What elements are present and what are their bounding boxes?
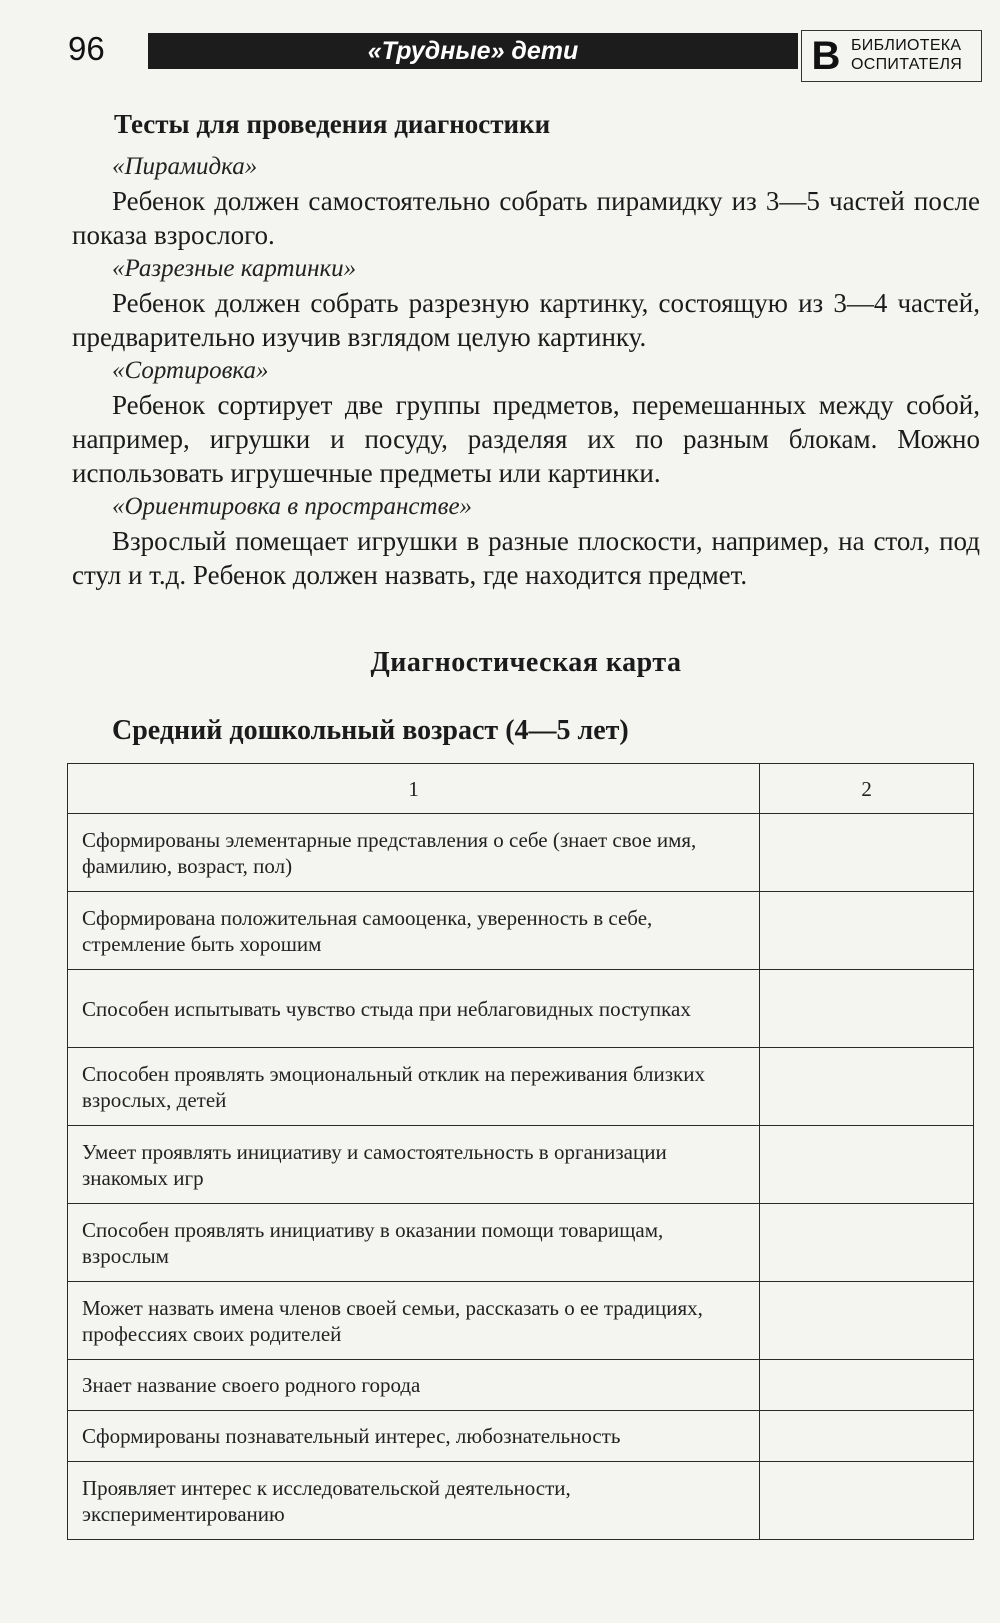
test-description: Ребенок должен собрать разрезную картинку, состоящую из 3—4 частей, предварительно изучив взглядом целую картинку. [72,288,980,352]
criterion-cell: Умеет проявлять инициативу и самостоятельность в организации знакомых игр [68,1126,760,1204]
table-row [68,814,974,892]
criterion-cell: Сформирована положительная самооценка, уверенность в себе, стремление быть хорошим [68,892,760,970]
page-header [0,0,1000,90]
table-header-row [68,764,974,814]
table-row [68,970,974,1048]
score-cell[interactable] [760,1360,974,1411]
page-content [72,98,980,750]
score-cell[interactable] [760,970,974,1048]
test-description: Ребенок сортирует две группы предметов, перемешанных между собой, например, игрушки и посуду, разделяя их по разным блокам. Можно использовать игрушечные предметы или картинки. [72,390,980,488]
criterion-cell: Способен проявлять инициативу в оказании помощи товарищам, взрослым [68,1204,760,1282]
table-row [68,1360,974,1411]
test-description: Ребенок должен самостоятельно собрать пирамидку из 3—5 частей после показа взрослого. [72,186,980,250]
score-cell[interactable] [760,892,974,970]
table-row [68,1462,974,1540]
table-row [68,892,974,970]
test-title: «Сортировка» [112,357,269,384]
table-row [68,1282,974,1360]
score-cell[interactable] [760,1462,974,1540]
section-title: Тесты для проведения диагностики [114,109,551,139]
table-row [68,1048,974,1126]
test-title: «Пирамидка» [112,153,258,180]
logo-text [851,36,962,74]
score-cell[interactable] [760,814,974,892]
age-group-title: Средний дошкольный возраст (4—5 лет) [112,715,629,746]
criterion-cell: Может назвать имена членов своей семьи, рассказать о ее традициях, профессиях своих родителей [68,1282,760,1360]
logo-line-1: БИБЛИОТЕКА [851,37,962,54]
criterion-cell: Знает название своего родного города [68,1360,760,1411]
score-cell[interactable] [760,1282,974,1360]
score-cell[interactable] [760,1411,974,1462]
test-title: «Ориентировка в пространстве» [112,493,473,520]
diagnostic-table [67,763,974,1540]
table-header-cell: 1 [68,764,760,814]
table-header-cell: 2 [760,764,974,814]
score-cell[interactable] [760,1204,974,1282]
criterion-cell: Способен испытывать чувство стыда при неблаговидных поступках [68,970,760,1048]
score-cell[interactable] [760,1048,974,1126]
criterion-cell: Способен проявлять эмоциональный отклик на переживания близких взрослых, детей [68,1048,760,1126]
table-row [68,1411,974,1462]
series-logo [801,30,982,82]
score-cell[interactable] [760,1126,974,1204]
test-title: «Разрезные картинки» [112,255,357,282]
criterion-cell: Проявляет интерес к исследовательской деятельности, экспериментированию [68,1462,760,1540]
running-title: «Трудные» дети [367,37,579,65]
card-title: Диагностическая карта [370,647,682,678]
table-row [68,1204,974,1282]
logo-letter: В [807,35,845,77]
criterion-cell: Сформированы элементарные представления о себе (знает свое имя, фамилию, возраст, пол) [68,814,760,892]
test-description: Взрослый помещает игрушки в разные плоскости, например, на стол, под стул и т.д. Ребенок должен назвать, где находится предмет. [72,526,980,590]
logo-line-2: ОСПИТАТЕЛЯ [851,56,963,73]
criterion-cell: Сформированы познавательный интерес, любознательность [68,1411,760,1462]
page-number: 96 [68,30,105,67]
table-row [68,1126,974,1204]
